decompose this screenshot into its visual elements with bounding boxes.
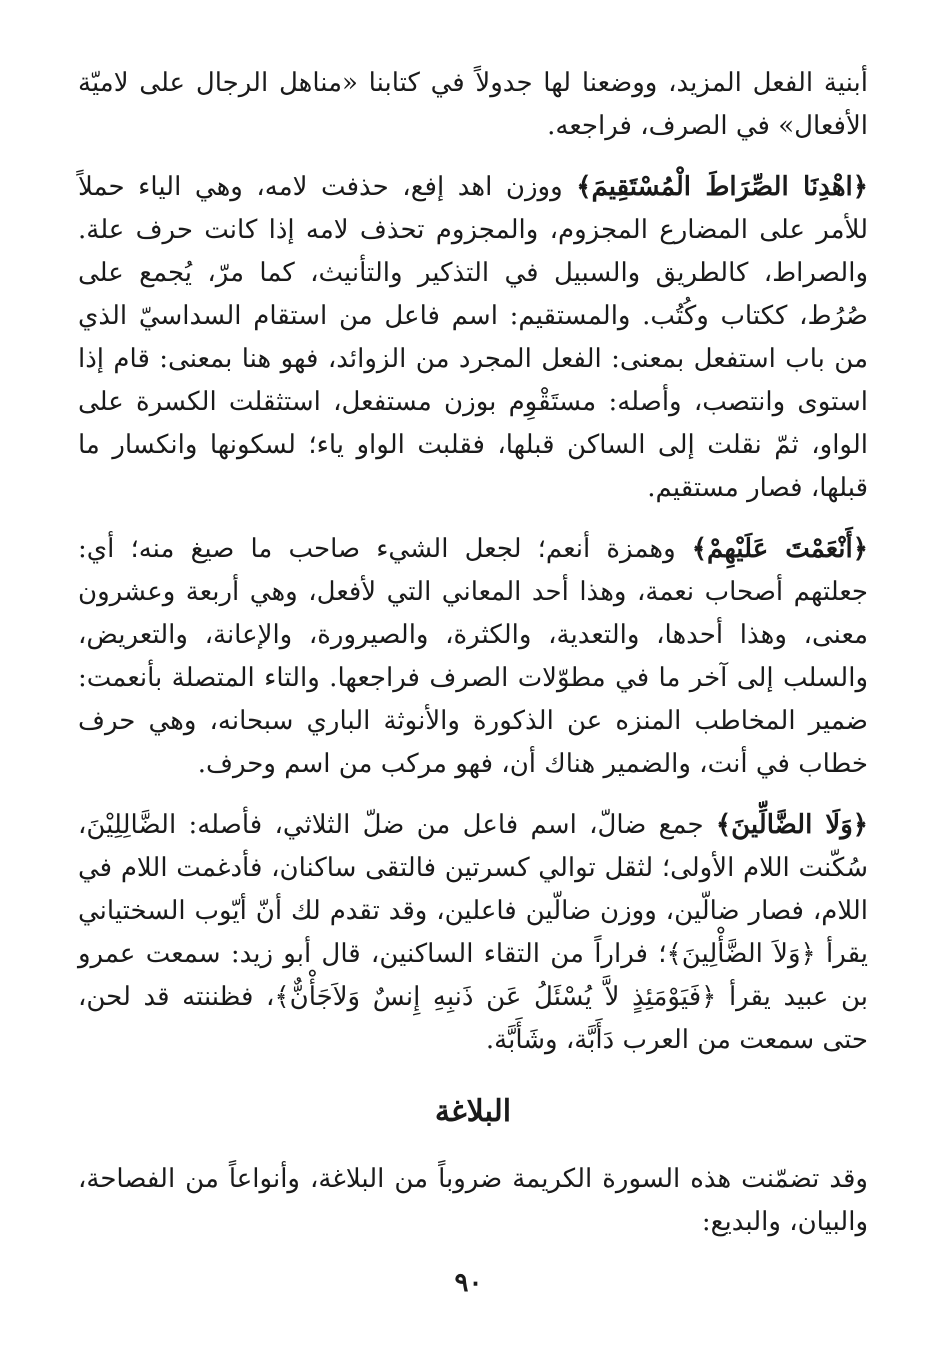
page-number: ٩٠ xyxy=(454,1268,483,1298)
paragraph-1 xyxy=(78,62,868,148)
paragraph-4 xyxy=(78,804,868,1062)
paragraph-2-quran-phrase: ﴿اهْدِنَا الصِّرَاطَ الْمُسْتَقِيمَ﴾ xyxy=(576,172,868,202)
paragraph-3-text: وهمزة أنعم؛ لجعل الشيء صاحب ما صيغ منه؛ أي: جعلتهم أصحاب نعمة، وهذا أحد المعاني التي لأفعل، وهي أربعة وعشرون معنى، وهذا أحدها، والتعدية، والكثرة، والصيرورة، والإعانة، والتعريض، والسلب إلى آخر ما في مطوّلات الصرف فراجعها. والتاء المتصلة بأنعمت: ضمير المخاطب المنزه عن الذكورة والأنوثة الباري سبحانه، وهي حرف خطاب في أنت، والضمير هناك أن، فهو مركب من اسم وحرف. xyxy=(78,534,868,779)
paragraph-3-quran-phrase: ﴿أَنْعَمْتَ عَلَيْهِمْ﴾ xyxy=(691,534,868,564)
closing-paragraph: وقد تضمّنت هذه السورة الكريمة ضروباً من البلاغة، وأنواعاً من الفصاحة، والبيان، والبديع: xyxy=(78,1164,868,1237)
page-body xyxy=(78,62,868,1262)
paragraph-2 xyxy=(78,166,868,510)
paragraph-3 xyxy=(78,528,868,786)
paragraph-4-text: جمع ضالّ، اسم فاعل من ضلّ الثلاثي، فأصله: الضَّالِلِيْنَ، سُكّنت اللام الأولى؛ لثقل توالي كسرتين فالتقى ساكنان، فأدغمت اللام في اللام، فصار ضالّين، ووزن ضالّين فاعلين، وقد تقدم لك أنّ أيّوب السختياني يقرأ ﴿وَلاَ الضَّأْلِينَ﴾؛ فراراً من التقاء الساكنين، قال أبو زيد: سمعت عمرو بن عبيد يقرأ ﴿فَيَوْمَئِذٍ لاَّ يُسْئَلُ عَن ذَنبِهِ إِنسٌ وَلاَجَأْنٌّ﴾، فظننته قد لحن، حتى سمعت من العرب دَأَبَّة، وشَأَبَّة. xyxy=(78,810,868,1055)
paragraph-1-text: أبنية الفعل المزيد، ووضعنا لها جدولاً في كتابنا «مناهل الرجال على لاميّة الأفعال» في الصرف، فراجعه. xyxy=(78,68,868,141)
section-heading: البلاغة xyxy=(434,1094,512,1129)
paragraph-2-text: ووزن اهد إفع، حذفت لامه، وهي الياء حملاً للأمر على المضارع المجزوم، والمجزوم تحذف لامه إذا كانت حرف علة. والصراط، كالطريق والسبيل في التذكير والتأنيث، كما مرّ، يُجمع على صُرُط، ككتاب وكُتُب. والمستقيم: اسم فاعل من استقام السداسيّ الذي من باب استفعل بمعنى: الفعل المجرد من الزوائد، فهو هنا بمعنى: قام إذا استوى وانتصب، وأصله: مستَقْوِم بوزن مستفعل، استثقلت الكسرة على الواو، ثمّ نقلت إلى الساكن قبلها، فقلبت الواو ياء؛ لسكونها وانكسار ما قبلها، فصار مستقيم. xyxy=(78,172,868,503)
paragraph-4-quran-phrase: ﴿وَلَا الضَّالِّينَ﴾ xyxy=(715,810,869,840)
